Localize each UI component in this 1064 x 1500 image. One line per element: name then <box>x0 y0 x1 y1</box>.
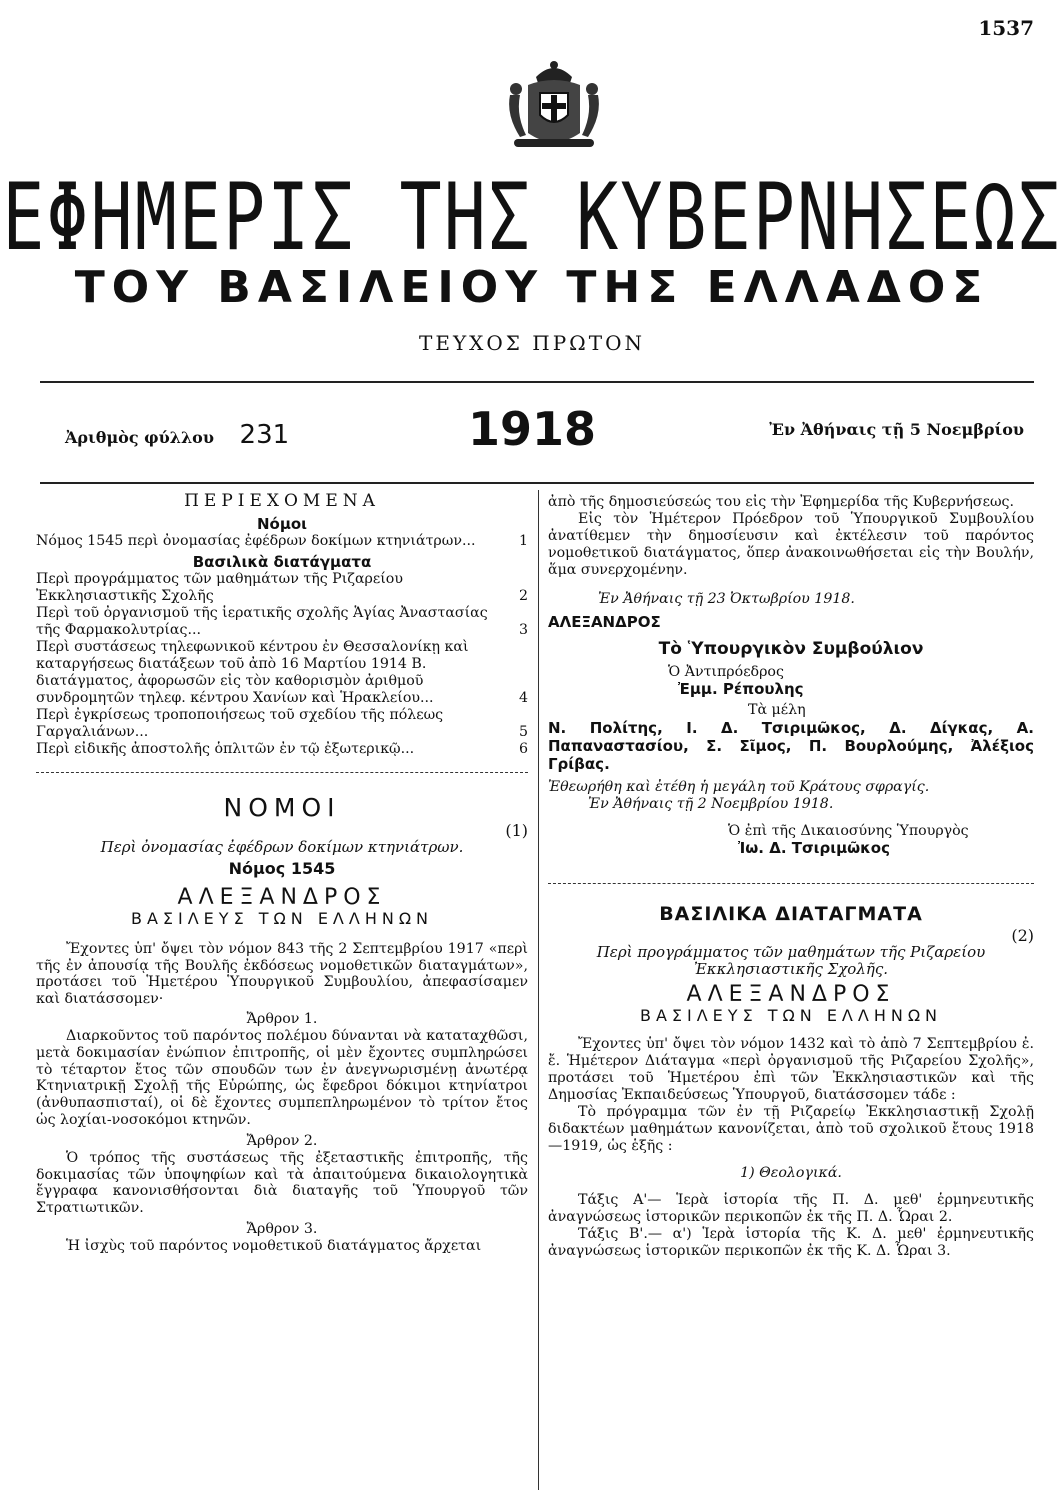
decree-number-marker: (2) <box>1011 926 1034 945</box>
article-heading: Ἄρθρον 3. <box>246 1220 318 1237</box>
toc-entry <box>36 707 528 741</box>
decree-subject: Περὶ προγράμματος τῶν μαθημάτων τῆς Ριζαρείου Ἐκκλησιαστικῆς Σχολῆς. <box>596 943 986 978</box>
decree-item: Τάξις Β'.— α') Ἱερὰ ἱστορία τῆς Κ. Δ. μεθ' ἑρμηνευτικῆς ἀναγνώσεως ἱστορικῶν περικοπῶν ἐκ τῆς Κ. Δ. Ὧραι 3. <box>548 1226 1034 1259</box>
left-column <box>36 490 528 1255</box>
toc-entry <box>36 639 528 707</box>
law-king-name: ΑΛΕΞΑΝΔΡΟΣ <box>177 885 387 910</box>
laws-section-heading: ΝΟΜΟΙ <box>223 793 341 822</box>
issue-number-label: Ἀριθμὸς φύλλου <box>65 428 214 447</box>
minister-label: Ὁ ἐπὶ τῆς Δικαιοσύνης Ὑπουργὸς <box>728 823 969 839</box>
toc-entry-text: Περὶ ἐγκρίσεως τροποποιήσεως τοῦ σχεδίου τῆς πόλεως Γαργαλιάνων... <box>36 707 444 740</box>
decree-king-title: ΒΑΣΙΛΕΥΣ ΤΩΝ ΕΛΛΗΝΩΝ <box>639 1006 943 1025</box>
decree-program-intro: Τὸ πρόγραμμα τῶν ἐν τῇ Ριζαρείῳ Ἐκκλησιαστικῇ Σχολῇ διδακτέων μαθημάτων κανονίζεται, ἀπὸ τοῦ σχολικοῦ ἔτους 1918—1919, ὡς ἑξῆς : <box>548 1104 1034 1154</box>
masthead-subtitle: ΤΟΥ ΒΑΣΙΛΕΙΟΥ ΤΗΣ ΕΛΛΑΔΟΣ <box>74 262 990 313</box>
law-king-title: ΒΑΣΙΛΕΥΣ ΤΩΝ ΕΛΛΗΝΩΝ <box>130 909 434 928</box>
column-divider <box>538 490 539 1490</box>
law-continuation: ἀπὸ τῆς δημοσιεύσεώς του εἰς τὴν Ἐφημερίδα τῆς Κυβερνήσεως. <box>548 494 1014 510</box>
royal-coat-of-arms-icon <box>500 55 608 155</box>
decree-king-name: ΑΛΕΞΑΝΔΡΟΣ <box>686 982 896 1007</box>
law-date: Ἐν Ἀθήναις τῇ 23 Ὀκτωβρίου 1918. <box>598 591 855 607</box>
issue-place-date: Ἐν Ἀθήναις τῇ 5 Νοεμβρίου <box>769 420 1024 439</box>
toc-entry-page: 6 <box>518 741 528 757</box>
toc-entry <box>36 741 528 758</box>
toc-entry-text: Περὶ συστάσεως τηλεφωνικοῦ κέντρου ἐν Θεσσαλονίκῃ καὶ καταργήσεως διατάξεων τοῦ ἀπὸ 16 Μαρτίου 1914 Β. διατάγματος, ἀφορωσῶν εἰς τὸν καθορισμὸν ἀριθμοῦ συνδρομητῶν τηλεφ. κέντρου Χανίων καὶ Ἡρακλείου... <box>36 639 469 706</box>
issue-year: 1918 <box>467 402 597 456</box>
vice-president-name: Ἐμμ. Ρέπουλης <box>678 680 804 698</box>
law-number-marker: (1) <box>505 821 528 840</box>
toc-entry-page: 1 <box>518 533 528 549</box>
law-title: Νόμος 1545 <box>228 859 336 878</box>
toc-divider <box>36 772 528 773</box>
toc-entry-page: 2 <box>518 588 528 604</box>
article-text: Διαρκοῦντος τοῦ παρόντος πολέμου δύνανται νὰ καταταχθῶσι, μετὰ δοκιμασίαν ἐνώπιον ἐπιτροπῆς, οἱ μὲν ἔχοντες συμπληρώσει τὸ τέταρτον ἔτος τῶν σπουδῶν των ἐν ἀνεγνωρισμένῃ ἀνωτέρᾳ Κτηνιατρικῇ Σχολῇ τῆς Εὐρώπης, ὡς ἔφεδροι δόκιμοι κτηνίατροι (ἀνθυπασπισταί), οἱ δὲ ἔχοντες συμπεπληρωμένον τὸ τρίτον ἔτος ὡς λοχίαι-νοσοκόμοι κτηνῶν. <box>36 1028 528 1128</box>
masthead-divider <box>40 381 1034 383</box>
article-text: Ὁ τρόπος τῆς συστάσεως τῆς ἐξεταστικῆς ἐπιτροπῆς, τῆς δοκιμασίας τῶν ὑποψηφίων καὶ τὰ ἀπαιτούμενα δικαιολογητικὰ ἔγγραφα κανονισθήσονται διὰ διαταγῆς τοῦ Ὑπουργοῦ τῶν Στρατιωτικῶν. <box>36 1149 528 1217</box>
decrees-section-heading: ΒΑΣΙΛΙΚΑ ΔΙΑΤΑΓΜΑΤΑ <box>659 903 923 925</box>
decree-preamble: Ἔχοντες ὑπ' ὄψει τὸν νόμον 1432 καὶ τὸ ἀπὸ 7 Σεπτεμβρίου ἐ. ἔ. Ἡμέτερον Διάταγμα «περὶ ὀργανισμοῦ τῆς Ριζαρείου Σχολῆς», προτάσει τοῦ Ἡμετέρου ἐπὶ τῶν Ἐκκλησιαστικῶν καὶ τῆς Δημοσίας Ἐκπαιδεύσεως Ὑπουργοῦ, διατάσσομεν τάδε : <box>548 1036 1034 1103</box>
law-date-2: Ἐν Ἀθήναις τῇ 2 Νοεμβρίου 1918. <box>588 796 834 812</box>
toc-laws-heading: Νόμοι <box>256 515 308 533</box>
toc-entry-page: 4 <box>518 690 528 706</box>
toc-entry <box>36 571 528 605</box>
decree-item: Τάξις Α'— Ἱερὰ ἱστορία τῆς Π. Δ. μεθ' ἑρμηνευτικῆς ἀναγνώσεως ἱστορικῶν περικοπῶν ἐκ τῆς Π. Δ. Ὧραι 2. <box>548 1192 1034 1225</box>
right-column <box>548 494 1034 1260</box>
page-number: 1537 <box>978 16 1034 40</box>
council-heading: Τὸ Ὑπουργικὸν Συμβούλιον <box>658 639 924 659</box>
toc-entry-text: Περὶ εἰδικῆς ἀποστολῆς ὁπλιτῶν ἐν τῷ ἐξωτερικῷ... <box>36 741 415 757</box>
article-heading: Ἄρθρον 2. <box>246 1132 318 1149</box>
header-divider <box>40 482 1034 484</box>
members-label: Τὰ μέλη <box>748 702 806 718</box>
masthead-title: ΕΦΗΜΕΡΙΣ ΤΗΣ ΚΥΒΕΡΝΗΣΕΩΣ <box>2 163 1062 272</box>
vice-president-label: Ὁ Ἀντιπρόεδρος <box>668 664 784 680</box>
law-signer-king: ΑΛΕΞΑΝΔΡΟΣ <box>548 613 661 631</box>
law-commission: Εἰς τὸν Ἡμέτερον Πρόεδρον τοῦ Ὑπουργικοῦ Συμβουλίου ἀνατίθεμεν τὴν δημοσίευσιν καὶ ἐκτέλεσιν τοῦ παρόντος νομοθετικοῦ διατάγματος, ὅπερ ἀνακοινωθήσεται εἰς τὴν Βουλήν, ἅμα συνερχομένην. <box>548 511 1034 578</box>
toc-entry-page: 5 <box>518 724 528 740</box>
law-subject: Περὶ ὀνομασίας ἐφέδρων δοκίμων κτηνιάτρων. <box>100 838 464 856</box>
toc-entry <box>36 605 528 639</box>
law-preamble: Ἔχοντες ὑπ' ὄψει τὸν νόμον 843 τῆς 2 Σεπτεμβρίου 1917 «περὶ τῆς ἐν ἀπουσίᾳ τῆς Βουλῆς ἐκδόσεως νομοθετικῶν διαταγμάτων», προτάσει τοῦ Ἡμετέρου Ὑπουργικοῦ Συμβουλίου, ἀπεφασίσαμεν καὶ διατάσσομεν· <box>36 941 528 1007</box>
issue-number-value: 231 <box>239 420 290 450</box>
decree-subsection: 1) Θεολογικά. <box>740 1165 842 1181</box>
masthead-issue-type: ΤΕΥΧΟΣ ΠΡΩΤΟΝ <box>419 331 645 355</box>
seal-text: Ἐθεωρήθη καὶ ἐτέθη ἡ μεγάλη τοῦ Κράτους σφραγίς. <box>548 779 930 795</box>
section-divider <box>548 883 1034 884</box>
toc-entry-page: 3 <box>518 622 528 638</box>
toc-entry-text: Περὶ προγράμματος τῶν μαθημάτων τῆς Ριζαρείου Ἐκκλησιαστικῆς Σχολῆς <box>36 571 403 604</box>
toc-decrees-heading: Βασιλικὰ διατάγματα <box>192 553 372 571</box>
toc-entry-text: Περὶ τοῦ ὀργανισμοῦ τῆς ἱερατικῆς σχολῆς Ἁγίας Ἀναστασίας τῆς Φαρμακολυτρίας... <box>36 605 488 638</box>
article-heading: Ἄρθρον 1. <box>246 1011 318 1027</box>
toc-heading: ΠΕΡΙΕΧΟΜΕΝΑ <box>184 491 380 511</box>
article-text: Ἡ ἰσχὺς τοῦ παρόντος νομοθετικοῦ διατάγματος ἄρχεται <box>66 1237 482 1254</box>
toc-entry-text: Νόμος 1545 περὶ ὀνομασίας ἐφέδρων δοκίμων κτηνιάτρων... <box>36 533 476 549</box>
council-members: Ν. Πολίτης, Ι. Δ. Τσιριμῶκος, Δ. Δίγκας, Α. Παπαναστασίου, Σ. Σῖμος, Π. Βουρλούμης, Ἀλέξιος Γρίβας. <box>548 719 1034 773</box>
minister-name: Ἰω. Δ. Τσιριμῶκος <box>738 839 891 857</box>
toc-entry <box>36 533 528 550</box>
